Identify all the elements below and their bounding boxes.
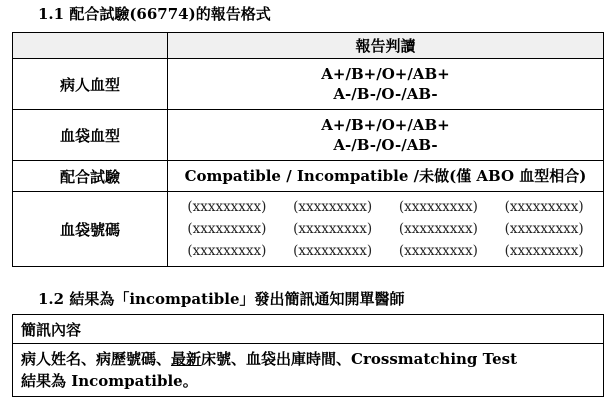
row-label-bag-blood-type: 血袋血型 [13, 110, 168, 161]
blood-type-line: A+/B+/O+/AB+ [321, 65, 450, 83]
report-format-table [12, 32, 604, 267]
sms-text-latest-underlined: 最新 [171, 350, 202, 368]
bag-number-placeholder: (xxxxxxxxx) [504, 199, 584, 215]
table-row [13, 59, 604, 110]
blood-type-line: A-/B-/O-/AB- [333, 136, 438, 154]
bag-number-placeholder: (xxxxxxxxx) [293, 199, 373, 215]
table-row [13, 161, 604, 192]
row-label-crossmatch: 配合試驗 [13, 161, 168, 192]
bag-number-placeholder: (xxxxxxxxx) [398, 199, 478, 215]
bag-number-placeholder: (xxxxxxxxx) [293, 243, 373, 259]
sms-content-table [12, 314, 604, 397]
bag-number-cell [168, 192, 604, 267]
bag-number-grid [168, 194, 603, 264]
table-row [13, 315, 604, 344]
bag-number-placeholder: (xxxxxxxxx) [504, 221, 584, 237]
patient-blood-type-options [168, 59, 604, 110]
bag-number-placeholder: (xxxxxxxxx) [504, 243, 584, 259]
row-label-patient-blood-type: 病人血型 [13, 59, 168, 110]
row-label-bag-number: 血袋號碼 [13, 192, 168, 267]
table-row [13, 344, 604, 397]
bag-number-placeholder: (xxxxxxxxx) [187, 221, 267, 237]
table-header-row [13, 33, 604, 59]
bag-number-placeholder: (xxxxxxxxx) [293, 221, 373, 237]
crossmatch-result-options: Compatible / Incompatible /未做(僅 ABO 血型相合) [168, 161, 604, 192]
blood-type-line: A+/B+/O+/AB+ [321, 116, 450, 134]
sms-content-line-2: 結果為 Incompatible。 [21, 372, 198, 390]
table-row [13, 192, 604, 267]
sms-content-body [13, 344, 604, 397]
sms-text-fields-cont: 床號、血袋出庫時間、Crossmatching Test [201, 350, 517, 368]
bag-number-placeholder: (xxxxxxxxx) [187, 243, 267, 259]
bag-blood-type-options [168, 110, 604, 161]
bag-number-placeholder: (xxxxxxxxx) [398, 243, 478, 259]
bag-number-placeholder: (xxxxxxxxx) [398, 221, 478, 237]
blood-type-line: A-/B-/O-/AB- [333, 85, 438, 103]
header-report-interpretation: 報告判讀 [168, 33, 604, 59]
bag-number-placeholder: (xxxxxxxxx) [187, 199, 267, 215]
sms-text-fields: 病人姓名、病歷號碼、 [21, 350, 172, 368]
sms-content-line-1 [21, 348, 595, 370]
section-heading-1-2: 1.2 結果為「incompatible」發出簡訊通知開單醫師 [38, 290, 405, 308]
header-empty-cell [13, 33, 168, 59]
table-row [13, 110, 604, 161]
sms-content-label: 簡訊內容 [13, 315, 604, 344]
section-heading-1-1: 1.1 配合試驗(66774)的報告格式 [38, 5, 271, 23]
